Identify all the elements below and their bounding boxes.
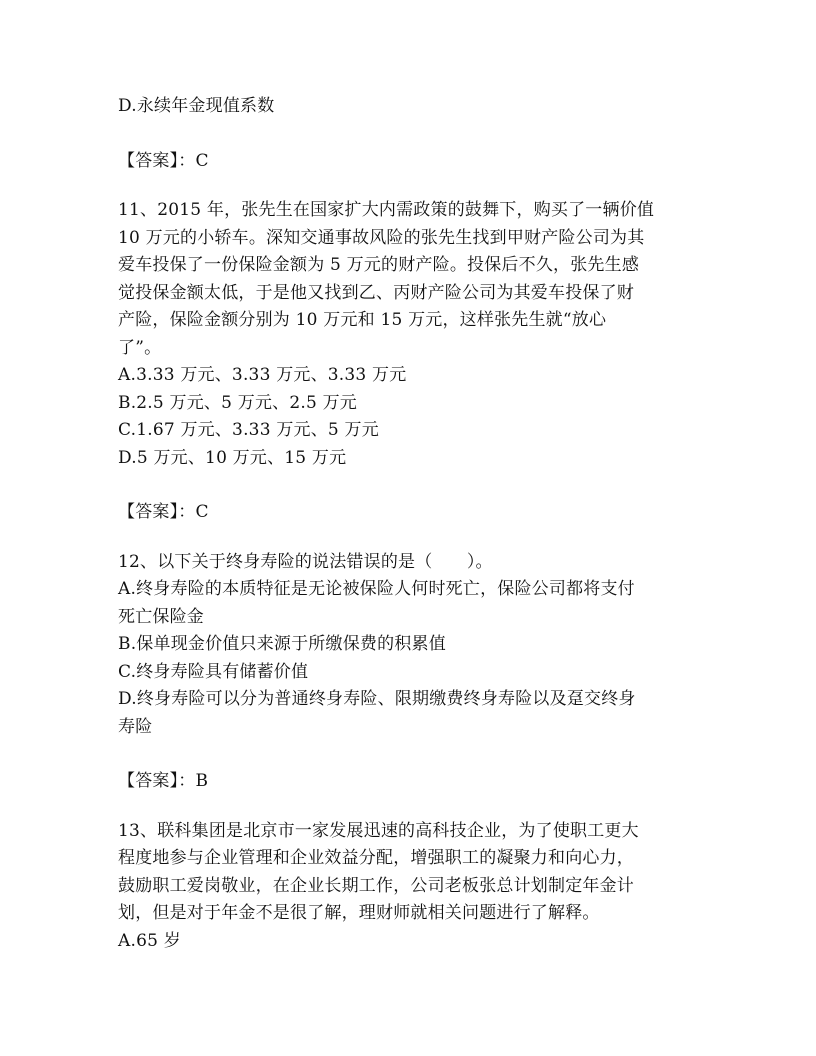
document-content bbox=[118, 93, 703, 955]
question-13-line-4: 划，但是对于年金不是很了解，理财师就相关问题进行了解释。 bbox=[118, 903, 600, 923]
spacer bbox=[118, 472, 703, 499]
option-q11-d: D.5 万元、10 万元、15 万元 bbox=[118, 447, 347, 468]
option-q10-d: D.永续年金现值系数 bbox=[118, 96, 275, 116]
option-q11-a: A.3.33 万元、3.33 万元、3.33 万元 bbox=[118, 365, 407, 385]
spacer bbox=[118, 527, 703, 549]
question-11-line-3: 爱车投保了一份保险金额为 5 万元的财产险。投保后不久，张先生感 bbox=[118, 255, 640, 275]
question-13-line-1: 13、联科集团是北京市一家发展迅速的高科技企业，为了使职工更大 bbox=[118, 820, 639, 841]
option-q11-b: B.2.5 万元、5 万元、2.5 万元 bbox=[118, 392, 357, 413]
question-11-line-1: 11、2015 年，张先生在国家扩大内需政策的鼓舞下，购买了一辆价值 bbox=[118, 200, 655, 220]
option-q12-b: B.保单现金价值只来源于所缴保费的积累值 bbox=[118, 634, 446, 654]
question-11-line-4: 觉投保金额太低，于是他又找到乙、丙财产险公司为其爱车投保了财 bbox=[118, 282, 634, 303]
question-12-stem: 12、以下关于终身寿险的说法错误的是（ ）。 bbox=[118, 551, 493, 572]
option-q12-a-line-1: A.终身寿险的本质特征是无论被保险人何时死亡，保险公司都将支付 bbox=[118, 579, 635, 599]
answer-q11: 【答案】：C bbox=[118, 502, 209, 522]
option-q12-d-line-2: 寿险 bbox=[118, 716, 153, 737]
option-q12-a-line-2: 死亡保险金 bbox=[118, 606, 204, 627]
spacer bbox=[118, 121, 703, 148]
option-q13-a: A.65 岁 bbox=[118, 930, 181, 951]
option-q12-d-line-1: D.终身寿险可以分为普通终身寿险、限期缴费终身寿险以及趸交终身 bbox=[118, 689, 636, 709]
spacer bbox=[118, 796, 703, 818]
option-q11-c: C.1.67 万元、3.33 万元、5 万元 bbox=[118, 420, 379, 440]
answer-q10: 【答案】：C bbox=[118, 150, 209, 171]
question-13-line-3: 鼓励职工爱岗敬业，在企业长期工作，公司老板张总计划制定年金计 bbox=[118, 875, 634, 896]
question-11-line-5: 产险，保险金额分别为 10 万元和 15 万元，这样张先生就“放心 bbox=[118, 310, 607, 330]
answer-q12: 【答案】：B bbox=[118, 771, 209, 791]
option-q12-c: C.终身寿险具有储蓄价值 bbox=[118, 661, 309, 682]
spacer bbox=[118, 741, 703, 768]
question-11-line-6: 了”。 bbox=[118, 337, 162, 358]
question-11-line-2: 10 万元的小轿车。深知交通事故风险的张先生找到甲财产险公司为其 bbox=[118, 227, 645, 248]
question-13-line-2: 程度地参与企业管理和企业效益分配，增强职工的凝聚力和向心力， bbox=[118, 848, 634, 868]
spacer bbox=[118, 175, 703, 197]
